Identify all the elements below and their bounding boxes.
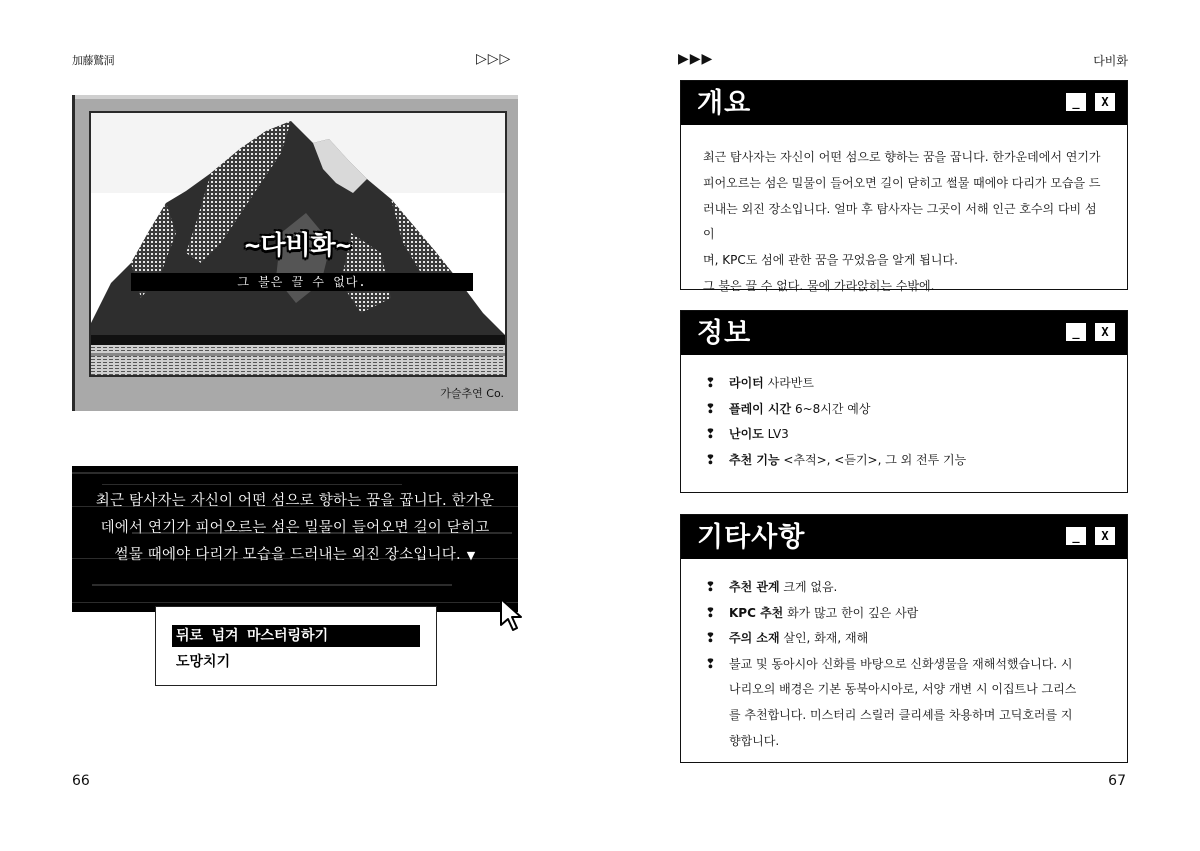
notes-item-long: [703, 652, 1105, 754]
dialogue-text: [94, 488, 496, 569]
notes-item: [703, 575, 1105, 601]
bullet-icon: ❢: [705, 452, 716, 468]
bullet-icon: ❢: [705, 605, 716, 621]
notes-title-bar: [681, 515, 1127, 559]
bullet-icon: ❢: [705, 376, 716, 391]
choice-master-option[interactable]: 뒤로 넘겨 마스터링하기: [172, 625, 420, 647]
bullet-icon: ❢: [705, 401, 716, 417]
close-button[interactable]: X: [1094, 526, 1116, 546]
choice-menu: [155, 606, 437, 686]
minimize-button[interactable]: _: [1065, 92, 1087, 112]
notes-title: 기타사항: [697, 522, 806, 553]
bullet-icon: ❢: [705, 631, 716, 647]
info-title: 정보: [697, 318, 752, 349]
overview-title: 개요: [697, 88, 752, 119]
dialogue-box[interactable]: [72, 466, 518, 612]
info-value: 6~8시간 예상: [794, 401, 871, 416]
right-running-header: 다비화: [1093, 54, 1128, 68]
overview-line: 최근 탐사자는 자신이 어떤 섬으로 향하는 꿈을 꿉니다. 한가운데에서 연기가: [703, 150, 1101, 164]
overview-line: 피어오르는 섬은 밀물이 들어오면 길이 닫히고 썰물 때에야 다리가 모습을 드: [703, 175, 1101, 190]
page-number-left: 66: [72, 773, 90, 789]
notes-label: 주의 소재: [729, 631, 780, 646]
page-number-right: 67: [1108, 773, 1126, 789]
dialogue-body: 최근 탐사자는 자신이 어떤 섬으로 향하는 꿈을 꿉니다. 한가운데에서 연기가 피어오르는 섬은 밀물이 들어오면 길이 닫히고 썰물 때에야 다리가 모습을 드러내는 외진 장소입니다.: [95, 493, 495, 563]
bullet-icon: ❢: [705, 427, 716, 443]
info-label: 추천 기능: [729, 452, 780, 467]
info-body: [681, 355, 1127, 473]
overview-line: 그 불은 끌 수 없다. 물에 가라앉히는 수밖에.: [703, 278, 935, 293]
outline-arrows-icon: ▷▷▷: [476, 51, 512, 67]
mouse-pointer-icon: [499, 597, 525, 633]
notes-item: [703, 601, 1105, 627]
info-item: [703, 397, 1105, 423]
notes-value: 화가 많고 한이 깊은 사람: [787, 605, 919, 620]
filled-arrows-icon: ▶▶▶: [678, 51, 714, 67]
scenario-tagline: 그 불은 끌 수 없다.: [131, 273, 473, 291]
notes-label: KPC 추천: [729, 605, 784, 620]
continue-arrow-icon[interactable]: ▼: [466, 549, 476, 562]
notes-body: [681, 559, 1127, 754]
info-label: 라이터: [729, 376, 764, 390]
overview-line: 러내는 외진 장소입니다. 얼마 후 탐사자는 그곳이 서해 인근 호수의 다비 섬이: [703, 201, 1097, 242]
choice-flee-option[interactable]: 도망치기: [176, 654, 231, 670]
bullet-icon: ❢: [705, 580, 716, 595]
info-value: <추적>, <듣기>, 그 외 전투 기능: [783, 452, 967, 467]
info-window: [680, 310, 1128, 493]
overview-body: [681, 125, 1127, 300]
info-value: 사라반트: [767, 376, 814, 390]
overview-title-bar: [681, 81, 1127, 125]
mountain-island-image: [89, 111, 507, 377]
overview-line: 며, KPC도 섬에 관한 꿈을 꾸었음을 알게 됩니다.: [703, 253, 958, 268]
frame-top-strip: [75, 95, 518, 99]
notes-label: 추천 관계: [729, 580, 780, 594]
notes-note-line: 를 추천합니다. 미스터리 스릴러 클리셰를 차용하며 고딕호러를 지: [729, 707, 1073, 722]
notes-value: 크게 없음.: [783, 580, 838, 594]
notes-note-line: 나리오의 배경은 기본 동북아시아로, 서양 개변 시 이집트나 그리스: [729, 682, 1077, 697]
info-label: 플레이 시간: [729, 401, 792, 416]
left-running-header: 加藤鷲洞: [72, 54, 114, 67]
info-title-bar: [681, 311, 1127, 355]
notes-note-line: 향합니다.: [729, 733, 780, 748]
overview-window: [680, 80, 1128, 293]
close-button[interactable]: X: [1094, 322, 1116, 342]
info-item: [703, 448, 1105, 474]
bullet-icon: ❢: [705, 656, 716, 672]
notes-item: [703, 626, 1105, 652]
info-item: [703, 422, 1105, 448]
notes-value: 살인, 화재, 재해: [783, 631, 869, 646]
notes-note-line: 불교 및 동아시아 신화를 바탕으로 신화생물을 재해석했습니다. 시: [729, 656, 1073, 671]
notes-window: [680, 514, 1128, 763]
info-label: 난이도: [729, 427, 764, 442]
info-value: LV3: [767, 427, 789, 442]
close-button[interactable]: X: [1094, 92, 1116, 112]
minimize-button[interactable]: _: [1065, 322, 1087, 342]
image-credit: 가슬추연 Co.: [440, 387, 504, 400]
info-item: [703, 371, 1105, 397]
scenario-cover-image-frame: [72, 95, 518, 411]
scenario-title: ~다비화~: [244, 231, 352, 261]
minimize-button[interactable]: _: [1065, 526, 1087, 546]
